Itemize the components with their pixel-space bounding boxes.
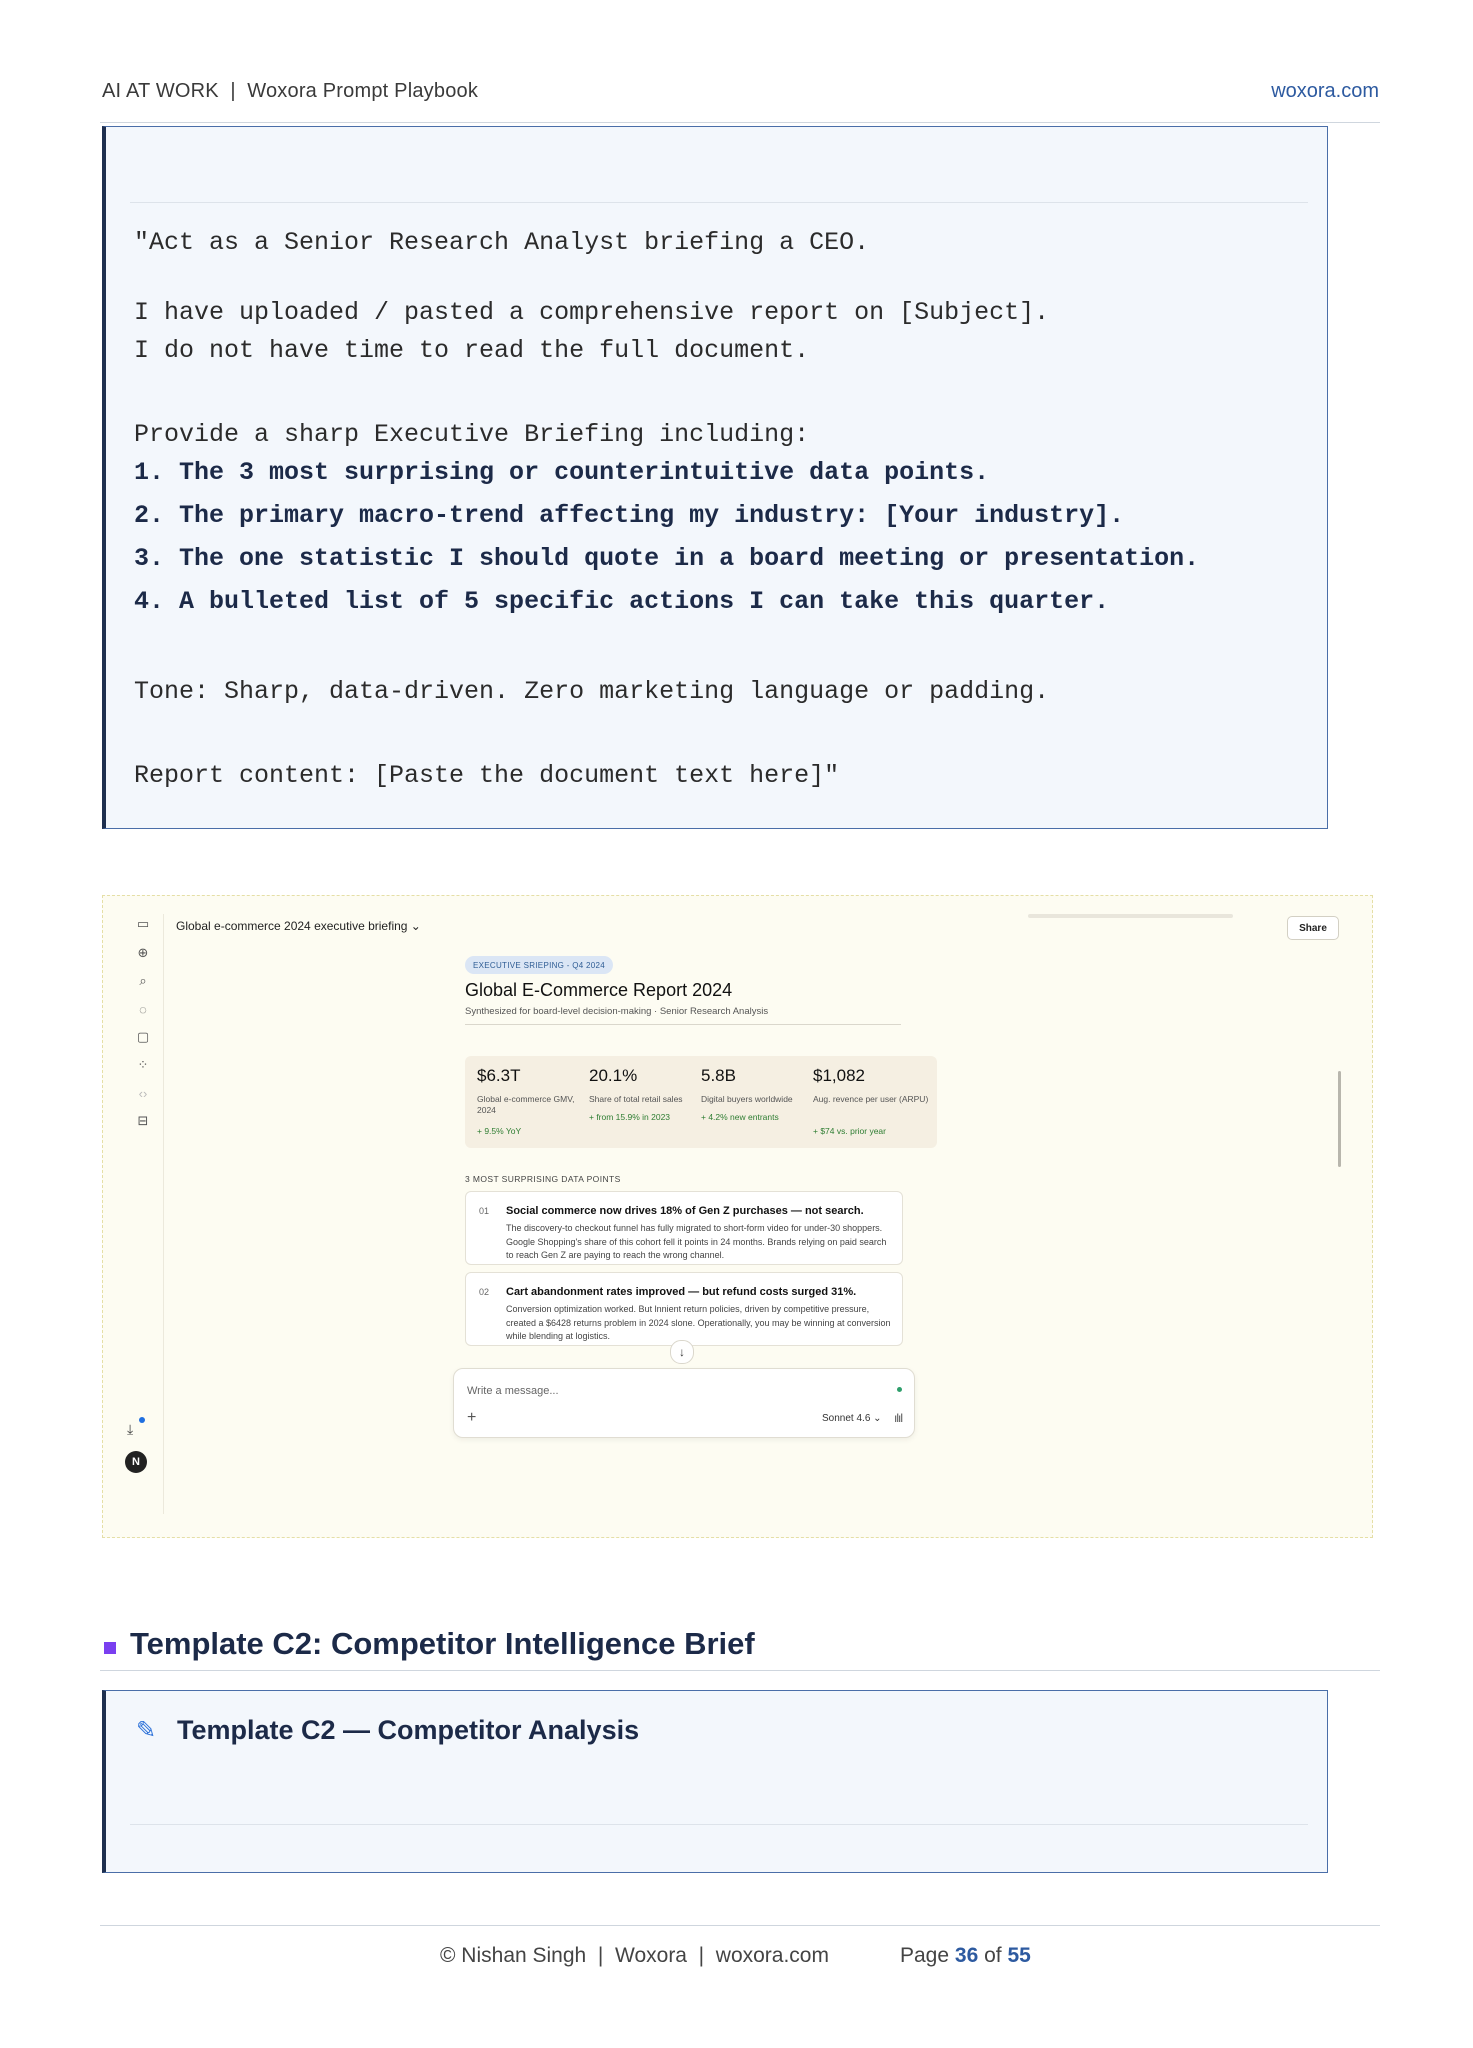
app-screenshot (102, 895, 1373, 1538)
page-number (900, 1944, 1031, 1968)
report-title: Global E-Commerce Report 2024 (465, 980, 733, 1000)
pencil-icon: ✎ (136, 1717, 157, 1744)
prompt-line-provide: Provide a sharp Executive Briefing including: (134, 420, 810, 449)
data-point-card (465, 1272, 903, 1346)
message-composer[interactable] (453, 1368, 915, 1438)
conversation-title: Global e-commerce 2024 executive briefing (176, 919, 408, 933)
share-button[interactable]: Share (1287, 916, 1339, 940)
stat-label: Digital buyers worldwide (701, 1094, 793, 1104)
card-number: 02 (479, 1287, 490, 1297)
stat-delta: + 4.2% new entrants (701, 1112, 779, 1122)
report-divider (465, 1024, 901, 1025)
status-dot (897, 1387, 902, 1392)
voice-icon[interactable]: ılıl (894, 1411, 902, 1425)
toast-shadow (1028, 914, 1233, 918)
scroll-down-button[interactable]: ↓ (670, 1340, 694, 1364)
stat-value: 5.8B (701, 1066, 736, 1085)
report-badge: EXECUTIVE SRIEPING - Q4 2024 (465, 956, 613, 974)
notification-dot (139, 1417, 145, 1423)
prompt-line-upload: I have uploaded / pasted a comprehensive report on [Subject]. (134, 298, 1050, 327)
download-icon[interactable]: ⤓ (127, 1421, 134, 1437)
model-selector[interactable]: Sonnet 4.6 ⌄ (822, 1413, 882, 1424)
chats-icon[interactable]: ◌ (139, 1001, 147, 1017)
new-chat-icon[interactable]: ⊕ (137, 945, 149, 960)
message-input[interactable]: Write a message... (467, 1385, 559, 1397)
data-point-card (465, 1191, 903, 1265)
prompt-item-2: 2. The primary macro-trend affecting my industry: [Your industry]. (134, 501, 1125, 530)
header-site-link[interactable]: woxora.com (1271, 80, 1379, 102)
page-current: 36 (954, 1944, 979, 1967)
page-of: of (978, 1944, 1008, 1967)
prompt-line-role: "Act as a Senior Research Analyst briefing a CEO. (134, 228, 870, 257)
footer-credit: © Nishan Singh | Woxora | woxora.com (440, 1944, 829, 1967)
stat-card (801, 1056, 937, 1148)
stat-value: $6.3T (477, 1066, 521, 1085)
avatar[interactable]: N (125, 1451, 147, 1473)
card-title: Cart abandonment rates improved — but refund costs surged 31%. (506, 1286, 857, 1298)
card-title: Social commerce now drives 18% of Gen Z purchases — not search. (506, 1205, 864, 1217)
footer-divider (100, 1925, 1380, 1926)
report-subtitle: Synthesized for board-level decision-making · Senior Research Analysis (465, 1006, 769, 1017)
section-divider (100, 1670, 1380, 1671)
card-number: 01 (479, 1206, 490, 1216)
scrollbar[interactable] (1338, 1071, 1341, 1167)
section-bullet (104, 1642, 116, 1654)
stat-label: Aug. revence per user (ARPU) (813, 1094, 929, 1104)
chevron-down-icon: ⌄ (410, 919, 421, 933)
page-total: 55 (1007, 1944, 1031, 1967)
library-icon[interactable]: ⊟ (137, 1113, 149, 1128)
prompt-line-time: I do not have time to read the full document. (134, 336, 810, 365)
add-attachment-icon[interactable]: + (467, 1409, 477, 1426)
template-heading: Template C2 — Competitor Analysis (177, 1715, 640, 1745)
card-body: Conversion optimization worked. But lnnient return policies, driven by competitive pressure, created a $6428 returns problem in 2024 slone. Operationally, you may be winning at conversion while blending at logistics. (506, 1304, 891, 1341)
search-icon[interactable]: ⌕ (139, 973, 147, 988)
prompt-line-tone: Tone: Sharp, data-driven. Zero marketing language or padding. (134, 677, 1050, 706)
stat-delta: + 9.5% YoY (477, 1126, 522, 1136)
header-title: AI AT WORK | Woxora Prompt Playbook (102, 80, 479, 102)
prompt-item-4: 4. A bulleted list of 5 specific actions I can take this quarter. (134, 587, 1110, 616)
stat-label: Share of total retail sales (589, 1094, 683, 1104)
stat-delta: + from 15.9% in 2023 (589, 1112, 671, 1122)
page-prefix: Page (900, 1944, 955, 1967)
section-heading: Template C2: Competitor Intelligence Brief (130, 1626, 755, 1661)
prompt-line-report: Report content: [Paste the document text here]" (134, 761, 840, 790)
header-divider (100, 122, 1380, 123)
prompt-item-1: 1. The 3 most surprising or counterintuitive data points. (134, 458, 990, 487)
card-body: The discovery-to checkout funnel has fully migrated to short-form video for under-30 shoppers. Google Shopping's share of this cohort fell it points in 24 months. Brands relying on paid search to reach Gen Z are paying to reach the wrong channel. (506, 1223, 887, 1260)
prompt-item-3: 3. The one statistic I should quote in a board meeting or presentation. (134, 544, 1200, 573)
stat-label: Global e-commerce GMV, 2024 (477, 1094, 575, 1115)
stat-value: 20.1% (589, 1066, 638, 1085)
section-label: 3 MOST SURPRISING DATA POINTS (465, 1174, 621, 1184)
stat-value: $1,082 (813, 1066, 865, 1085)
sidebar-toggle-icon[interactable]: ▭ (136, 916, 150, 931)
prompt-box-divider (130, 202, 1308, 203)
conversation-title-dropdown[interactable] (176, 919, 421, 933)
projects-icon[interactable]: ▢ (136, 1029, 150, 1044)
code-icon[interactable]: ‹› (138, 1085, 148, 1101)
stat-delta: + $74 vs. prior year (813, 1126, 886, 1136)
template-box-divider (130, 1824, 1308, 1825)
artifacts-icon[interactable]: ⁘ (137, 1057, 149, 1072)
